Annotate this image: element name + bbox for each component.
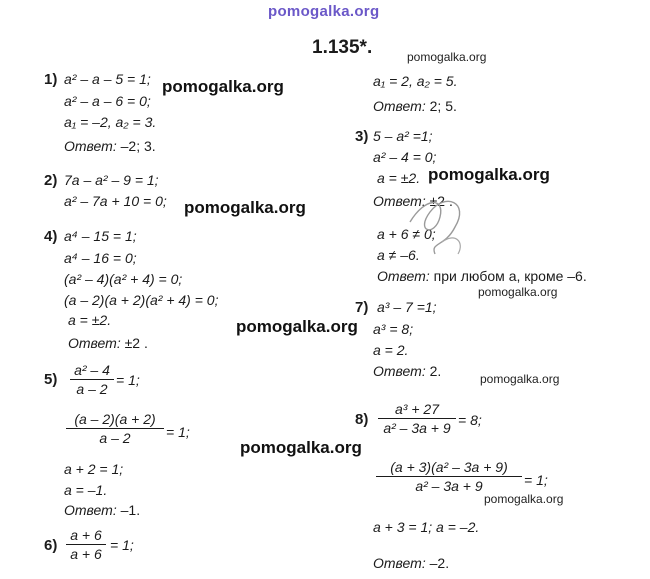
p7-answer: 2. [429,363,442,379]
p7-eq1: a³ – 7 =1; [377,299,437,315]
p1-answer-line [64,139,156,153]
p5-f1-denominator: a – 2 [76,381,108,397]
p2-answer: 2; 5. [429,98,457,114]
watermark-big: pomogalka.org [428,165,550,184]
watermark-big: pomogalka.org [184,198,306,217]
answer-label: Ответ: [373,363,426,379]
fraction-bar [66,544,106,545]
label-problem-1: 1) [44,71,58,88]
fraction-bar [70,379,114,380]
p6-f1-denominator: a + 6 [70,546,102,562]
p4-eq3: (a² – 4)(a² + 4) = 0; [64,271,183,287]
p4-eq2: a⁴ – 16 = 0; [64,250,137,266]
watermark-small: pomogalka.org [407,50,487,64]
p8-f2-denominator: a² – 3a + 9 [415,478,483,494]
watermark-small: pomogalka.org [480,372,560,386]
p4-eq4: (a – 2)(a + 2)(a² + 4) = 0; [64,292,219,308]
answer-label: Ответ: [373,98,426,114]
p5-answer: –1. [120,502,141,518]
p7-answer-line [373,364,441,378]
p8-f1-denominator: a² – 3a + 9 [383,420,451,436]
p6-f1-rhs: = 1; [110,537,134,553]
p2-roots: a₁ = 2, a₂ = 5. [373,73,458,89]
p8-f2-numerator: (a + 3)(a² – 3a + 9) [390,459,508,475]
p8-eq3: a + 3 = 1; a = –2. [373,519,480,535]
watermark-small: pomogalka.org [484,492,564,506]
p6-eq3: a ≠ –6. [377,247,420,263]
fraction-bar [66,428,164,429]
p3-answer: ±2 . [429,193,453,209]
p8-f1-rhs: = 8; [458,412,482,428]
p8-answer: –2. [429,555,450,571]
p5-answer-line [64,503,140,517]
watermark-big: pomogalka.org [240,438,362,457]
label-problem-7: 7) [355,299,369,316]
label-problem-6: 6) [44,537,58,554]
p1-roots: a₁ = –2, a₂ = 3. [64,114,157,130]
p8-f2-rhs: = 1; [524,472,548,488]
label-problem-2: 2) [44,172,58,189]
answer-label: Ответ: [373,193,426,209]
label-problem-4: 4) [44,228,58,245]
p5-fraction-1 [70,363,114,396]
problem-number: 1.135*. [312,37,373,58]
p4-eq1: a⁴ – 15 = 1; [64,228,137,244]
label-problem-8: 8) [355,411,369,428]
answer-label: Ответ: [68,335,121,351]
p6-fraction-1 [66,528,106,561]
p5-eq3: a + 2 = 1; [64,461,124,477]
answer-label: Ответ: [373,555,426,571]
p3-answer-line [373,194,453,208]
label-problem-5: 5) [44,371,58,388]
p5-f2-denominator: a – 2 [99,430,131,446]
fraction-bar [376,476,522,477]
p1-eq2: a² – a – 6 = 0; [64,93,151,109]
p4-eq5: a = ±2. [68,312,112,328]
p5-eq4: a = –1. [64,482,108,498]
p1-eq1: a² – a – 5 = 1; [64,71,151,87]
answer-label: Ответ: [64,138,117,154]
p2-answer-line [373,99,457,113]
label-problem-3: 3) [355,128,369,145]
p5-f2-rhs: = 1; [166,424,190,440]
p7-eq2: a³ = 8; [373,321,414,337]
p3-eq1: 5 – a² =1; [373,128,433,144]
p6-answer-line [377,269,587,283]
watermark-top: pomogalka.org [268,3,380,20]
watermark-big: pomogalka.org [236,317,358,336]
p8-f1-numerator: a³ + 27 [395,401,439,417]
watermark-big: pomogalka.org [162,77,284,96]
p2-eq2: a² – 7a + 10 = 0; [64,193,167,209]
p6-eq2: a + 6 ≠ 0; [377,226,436,242]
p5-f1-rhs: = 1; [116,372,140,388]
p6-f1-numerator: a + 6 [70,527,102,543]
p2-eq1: 7a – a² – 9 = 1; [64,172,159,188]
p5-fraction-2 [66,412,164,445]
fraction-bar [378,418,456,419]
p5-f1-numerator: a² – 4 [74,362,110,378]
p8-fraction-2 [376,460,522,493]
p7-eq3: a = 2. [373,342,409,358]
p3-eq3: a = ±2. [377,170,421,186]
p8-answer-line [373,556,449,570]
p8-fraction-1 [378,402,456,435]
p5-f2-numerator: (a – 2)(a + 2) [74,411,156,427]
p6-answer: при любом a, кроме –6. [433,268,587,284]
p4-answer: ±2 . [124,335,148,351]
p4-answer-line [68,336,148,350]
answer-label: Ответ: [377,268,430,284]
p1-answer: –2; 3. [120,138,156,154]
watermark-small: pomogalka.org [478,285,558,299]
answer-label: Ответ: [64,502,117,518]
p3-eq2: a² – 4 = 0; [373,149,437,165]
